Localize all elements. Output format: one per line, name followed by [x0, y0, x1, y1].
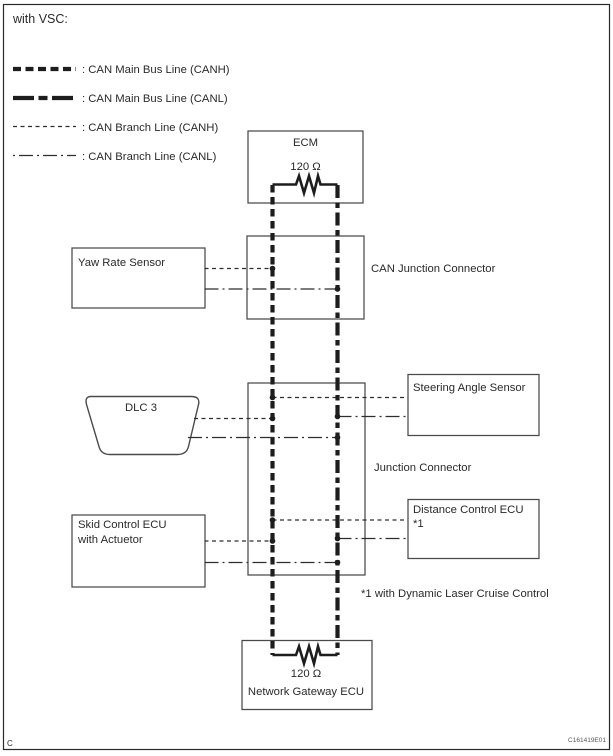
ecm-label: ECM [292, 137, 319, 149]
junction-dot [335, 286, 341, 292]
junction-dot [270, 395, 276, 401]
dlc3-label: DLC 3 [124, 402, 158, 414]
skid-control-ecu-label-line1: Skid Control ECU [78, 519, 167, 531]
ecm-resistance-label: 120 Ω [290, 161, 321, 173]
distance-control-ecu-label-line2: *1 [413, 518, 424, 530]
footer-page-mark: C [7, 739, 13, 748]
distance-control-ecu-label-line1: Distance Control ECU [413, 504, 524, 516]
legend [13, 64, 230, 163]
yaw-rate-sensor-label: Yaw Rate Sensor [78, 257, 166, 269]
footnote: *1 with Dynamic Laser Cruise Control [361, 588, 549, 600]
junction-dot [335, 560, 341, 566]
junction-dot [270, 517, 276, 523]
footer-figure-code: C161419E01 [568, 737, 606, 744]
junction-dot [270, 538, 276, 544]
network-gateway-resistance-label: 120 Ω [290, 668, 322, 680]
skid-control-ecu-label-line2: with Actuetor [78, 534, 143, 546]
junction-dot [270, 416, 276, 422]
component-boxes [72, 131, 539, 710]
page-title: with VSC: [13, 12, 68, 26]
steering-angle-sensor-label: Steering Angle Sensor [413, 382, 526, 394]
network-gateway-ecu-label: Network Gateway ECU [247, 686, 365, 698]
junction-dot [270, 266, 276, 272]
legend-label-main-canh: : CAN Main Bus Line (CANH) [82, 64, 230, 76]
can-junction-connector-label: CAN Junction Connector [371, 263, 496, 275]
legend-label-branch-canh: : CAN Branch Line (CANH) [82, 122, 219, 134]
junction-dot [335, 414, 341, 420]
can-junction-connector-box [247, 236, 364, 319]
junction-connector-label: Junction Connector [374, 462, 472, 474]
legend-label-main-canl: : CAN Main Bus Line (CANL) [82, 93, 228, 105]
legend-label-branch-canl: : CAN Branch Line (CANL) [82, 151, 217, 163]
junction-connector-box [248, 383, 365, 575]
junction-dot [335, 536, 341, 542]
junction-dot [335, 435, 341, 441]
